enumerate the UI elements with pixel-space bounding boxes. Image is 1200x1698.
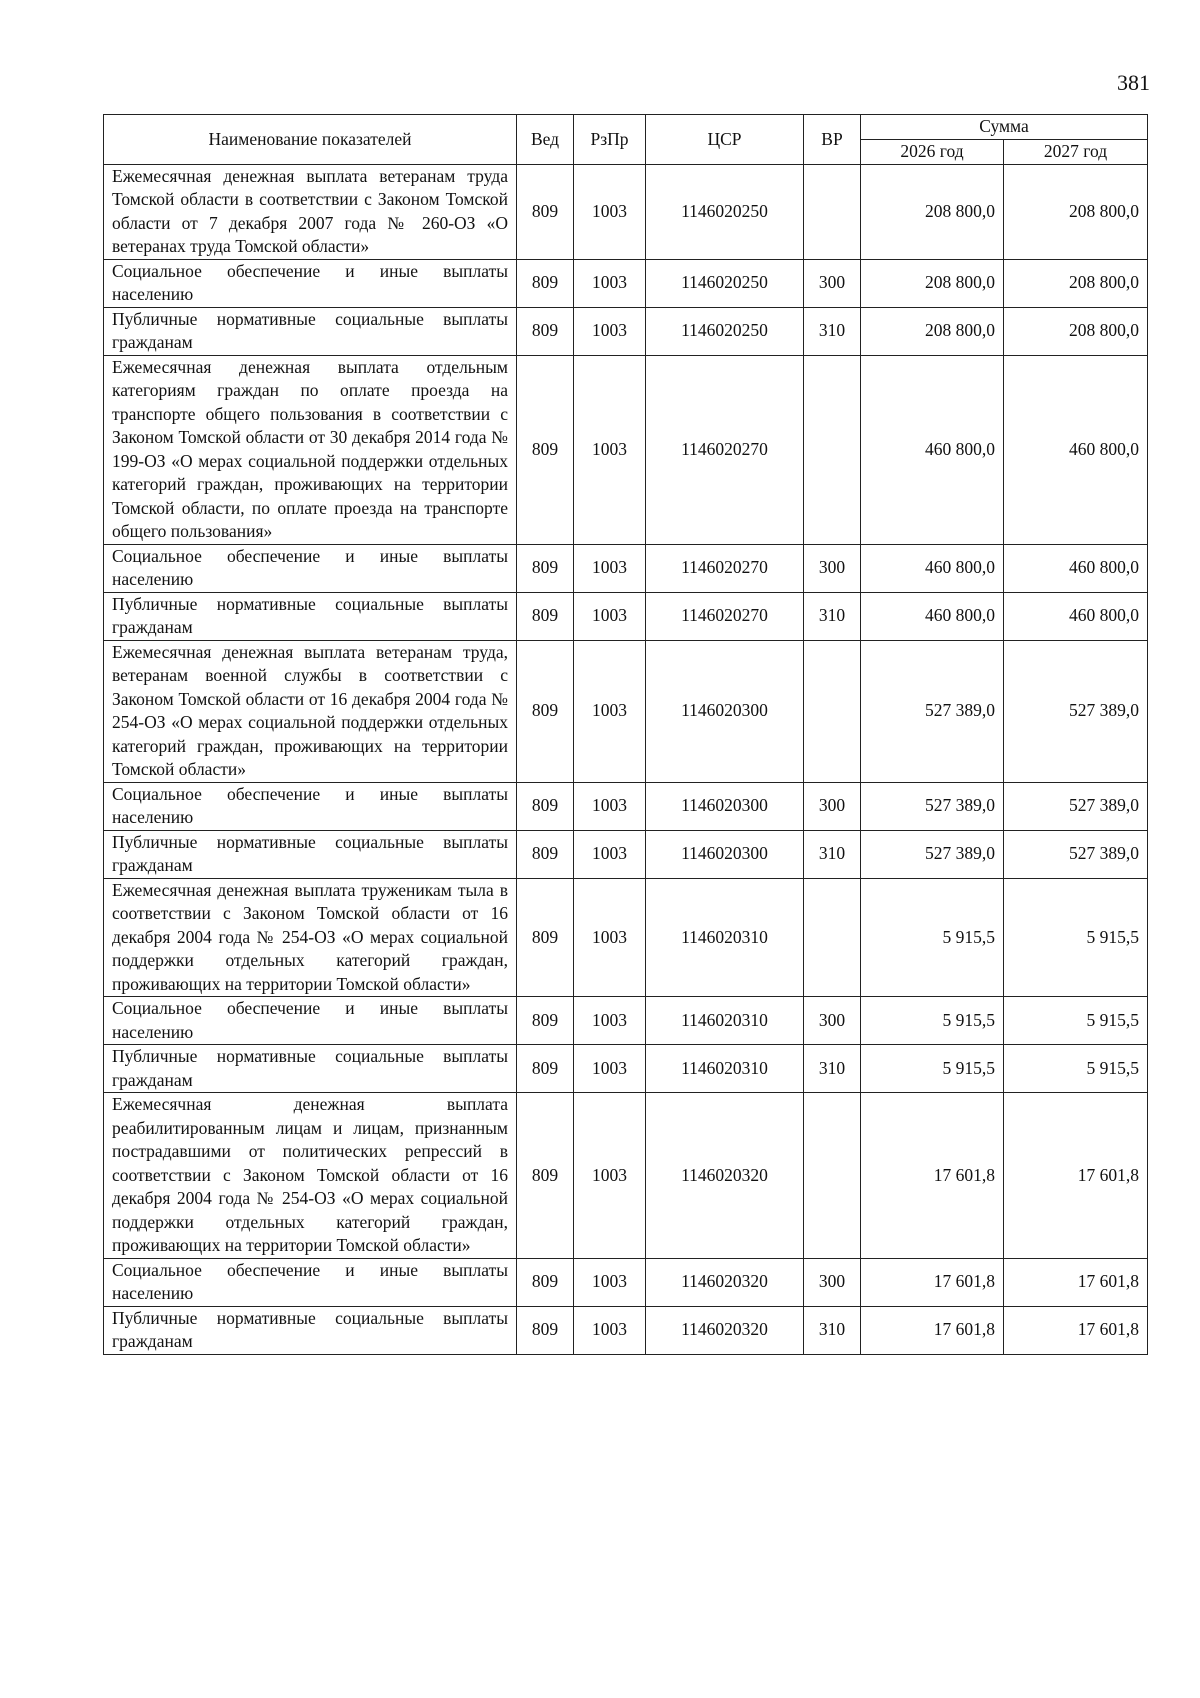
table-body (104, 164, 1148, 1354)
cell-vr (804, 1093, 861, 1259)
cell-ved: 809 (517, 592, 574, 640)
cell-amount-2027: 208 800,0 (1004, 307, 1148, 355)
header-year-2027: 2027 год (1004, 140, 1148, 165)
cell-amount-2026: 208 800,0 (861, 164, 1004, 259)
cell-name: Ежемесячная денежная выплата труженикам тыла в соответствии с Законом Томской области от 16 декабря 2004 года № 254-ОЗ «О мерах социальной поддержки отдельных категорий граждан, проживающих на территории Томской области» (104, 878, 517, 997)
cell-rzpr: 1003 (574, 307, 646, 355)
cell-csr: 1146020250 (646, 307, 804, 355)
cell-rzpr: 1003 (574, 830, 646, 878)
cell-rzpr: 1003 (574, 164, 646, 259)
cell-name: Ежемесячная денежная выплата ветеранам труда Томской области в соответствии с Законом Томской области от 7 декабря 2007 года № 260-ОЗ «О ветеранах труда Томской области» (104, 164, 517, 259)
header-year-2026: 2026 год (861, 140, 1004, 165)
header-rzpr: РзПр (574, 115, 646, 165)
cell-amount-2027: 527 389,0 (1004, 640, 1148, 782)
header-vr: ВР (804, 115, 861, 165)
table-row (104, 307, 1148, 355)
cell-amount-2026: 17 601,8 (861, 1093, 1004, 1259)
cell-rzpr: 1003 (574, 259, 646, 307)
cell-rzpr: 1003 (574, 592, 646, 640)
cell-name: Публичные нормативные социальные выплаты гражданам (104, 592, 517, 640)
cell-rzpr: 1003 (574, 1093, 646, 1259)
cell-name: Ежемесячная денежная выплата реабилитированным лицам и лицам, признанным пострадавшими от политических репрессий в соответствии с Законом Томской области от 16 декабря 2004 года № 254-ОЗ «О мерах социальной поддержки отдельных категорий граждан, проживающих на территории Томской области» (104, 1093, 517, 1259)
cell-name: Публичные нормативные социальные выплаты гражданам (104, 307, 517, 355)
table-row (104, 1306, 1148, 1354)
table-row (104, 1258, 1148, 1306)
cell-name: Социальное обеспечение и иные выплаты населению (104, 1258, 517, 1306)
cell-csr: 1146020320 (646, 1306, 804, 1354)
table-row (104, 592, 1148, 640)
cell-vr: 310 (804, 1306, 861, 1354)
cell-amount-2026: 460 800,0 (861, 592, 1004, 640)
cell-csr: 1146020310 (646, 878, 804, 997)
cell-csr: 1146020320 (646, 1093, 804, 1259)
cell-name: Социальное обеспечение и иные выплаты населению (104, 544, 517, 592)
cell-amount-2026: 527 389,0 (861, 830, 1004, 878)
table-row (104, 1045, 1148, 1093)
cell-ved: 809 (517, 544, 574, 592)
cell-amount-2027: 5 915,5 (1004, 997, 1148, 1045)
cell-vr: 300 (804, 1258, 861, 1306)
cell-ved: 809 (517, 259, 574, 307)
cell-vr: 310 (804, 307, 861, 355)
table-row (104, 164, 1148, 259)
cell-csr: 1146020270 (646, 592, 804, 640)
table-row (104, 830, 1148, 878)
cell-amount-2026: 460 800,0 (861, 355, 1004, 544)
cell-ved: 809 (517, 1306, 574, 1354)
cell-csr: 1146020310 (646, 1045, 804, 1093)
cell-name: Социальное обеспечение и иные выплаты населению (104, 997, 517, 1045)
cell-amount-2027: 460 800,0 (1004, 592, 1148, 640)
cell-csr: 1146020270 (646, 355, 804, 544)
cell-name: Публичные нормативные социальные выплаты гражданам (104, 830, 517, 878)
cell-amount-2026: 5 915,5 (861, 997, 1004, 1045)
cell-ved: 809 (517, 878, 574, 997)
table-header (104, 115, 1148, 165)
cell-csr: 1146020310 (646, 997, 804, 1045)
cell-amount-2026: 17 601,8 (861, 1258, 1004, 1306)
cell-amount-2026: 460 800,0 (861, 544, 1004, 592)
cell-amount-2027: 208 800,0 (1004, 259, 1148, 307)
cell-amount-2027: 5 915,5 (1004, 878, 1148, 997)
cell-amount-2027: 17 601,8 (1004, 1093, 1148, 1259)
table-row (104, 1093, 1148, 1259)
header-name: Наименование показателей (104, 115, 517, 165)
cell-name: Публичные нормативные социальные выплаты гражданам (104, 1045, 517, 1093)
cell-amount-2027: 208 800,0 (1004, 164, 1148, 259)
cell-csr: 1146020250 (646, 259, 804, 307)
cell-amount-2026: 527 389,0 (861, 640, 1004, 782)
cell-amount-2027: 17 601,8 (1004, 1306, 1148, 1354)
cell-csr: 1146020300 (646, 830, 804, 878)
cell-csr: 1146020300 (646, 782, 804, 830)
cell-vr: 310 (804, 830, 861, 878)
cell-amount-2027: 527 389,0 (1004, 782, 1148, 830)
cell-amount-2026: 208 800,0 (861, 259, 1004, 307)
cell-rzpr: 1003 (574, 878, 646, 997)
cell-name: Ежемесячная денежная выплата отдельным категориям граждан по оплате проезда на транспорте общего пользования в соответствии с Законом Томской области от 30 декабря 2014 года № 199-ОЗ «О мерах социальной поддержки отдельных категорий граждан, проживающих на территории Томской области, по оплате проезда на транспорте общего пользования» (104, 355, 517, 544)
cell-ved: 809 (517, 1258, 574, 1306)
table-row (104, 878, 1148, 997)
cell-rzpr: 1003 (574, 640, 646, 782)
header-ved: Вед (517, 115, 574, 165)
cell-rzpr: 1003 (574, 1306, 646, 1354)
cell-amount-2027: 5 915,5 (1004, 1045, 1148, 1093)
cell-vr: 300 (804, 782, 861, 830)
cell-ved: 809 (517, 782, 574, 830)
cell-vr (804, 640, 861, 782)
header-sum: Сумма (861, 115, 1148, 140)
cell-rzpr: 1003 (574, 1045, 646, 1093)
table-row (104, 640, 1148, 782)
cell-ved: 809 (517, 997, 574, 1045)
cell-amount-2026: 17 601,8 (861, 1306, 1004, 1354)
cell-vr: 300 (804, 997, 861, 1045)
cell-amount-2026: 5 915,5 (861, 878, 1004, 997)
cell-vr: 310 (804, 592, 861, 640)
table-row (104, 997, 1148, 1045)
cell-rzpr: 1003 (574, 997, 646, 1045)
table-row (104, 782, 1148, 830)
cell-ved: 809 (517, 1045, 574, 1093)
cell-ved: 809 (517, 640, 574, 782)
cell-csr: 1146020300 (646, 640, 804, 782)
table-row (104, 355, 1148, 544)
cell-amount-2026: 208 800,0 (861, 307, 1004, 355)
cell-csr: 1146020270 (646, 544, 804, 592)
cell-ved: 809 (517, 1093, 574, 1259)
cell-rzpr: 1003 (574, 544, 646, 592)
cell-ved: 809 (517, 355, 574, 544)
cell-amount-2027: 460 800,0 (1004, 544, 1148, 592)
cell-name: Публичные нормативные социальные выплаты гражданам (104, 1306, 517, 1354)
budget-table (103, 114, 1148, 1355)
cell-vr: 300 (804, 259, 861, 307)
cell-vr: 300 (804, 544, 861, 592)
table-row (104, 259, 1148, 307)
cell-rzpr: 1003 (574, 782, 646, 830)
cell-rzpr: 1003 (574, 1258, 646, 1306)
cell-vr (804, 878, 861, 997)
cell-vr (804, 355, 861, 544)
cell-csr: 1146020320 (646, 1258, 804, 1306)
cell-amount-2026: 527 389,0 (861, 782, 1004, 830)
table-row (104, 544, 1148, 592)
cell-ved: 809 (517, 830, 574, 878)
cell-name: Социальное обеспечение и иные выплаты населению (104, 782, 517, 830)
cell-vr (804, 164, 861, 259)
cell-amount-2027: 460 800,0 (1004, 355, 1148, 544)
cell-amount-2027: 17 601,8 (1004, 1258, 1148, 1306)
cell-ved: 809 (517, 307, 574, 355)
cell-vr: 310 (804, 1045, 861, 1093)
cell-name: Социальное обеспечение и иные выплаты населению (104, 259, 517, 307)
cell-amount-2026: 5 915,5 (861, 1045, 1004, 1093)
page-number: 381 (1117, 70, 1150, 95)
cell-rzpr: 1003 (574, 355, 646, 544)
cell-csr: 1146020250 (646, 164, 804, 259)
header-csr: ЦСР (646, 115, 804, 165)
cell-name: Ежемесячная денежная выплата ветеранам труда, ветеранам военной службы в соответствии с Законом Томской области от 16 декабря 2004 года № 254-ОЗ «О мерах социальной поддержки отдельных категорий граждан, проживающих на территории Томской области» (104, 640, 517, 782)
cell-ved: 809 (517, 164, 574, 259)
cell-amount-2027: 527 389,0 (1004, 830, 1148, 878)
